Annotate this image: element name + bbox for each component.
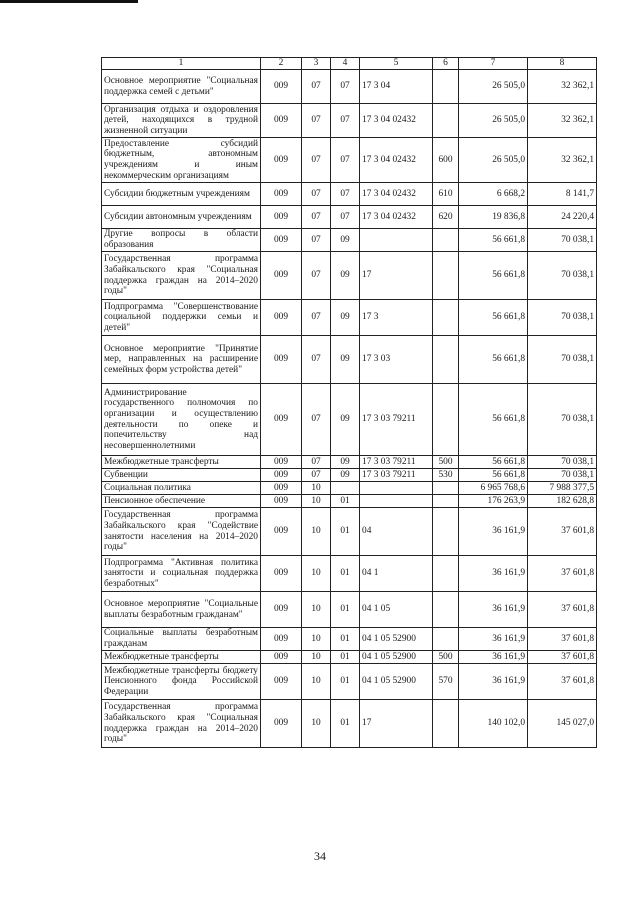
subsection-cell: 01: [331, 700, 360, 748]
section-cell: 07: [302, 229, 331, 252]
amount-year1-cell: 176 263,9: [459, 495, 528, 508]
expense-type-cell: [433, 495, 459, 508]
page-number: 34: [314, 849, 326, 863]
item-name-cell: Администрирование государственного полномочия по организации и осуществлению деятельности по опеке и попечительству над несовершеннолетними: [102, 384, 261, 456]
subsection-cell: 01: [331, 508, 360, 556]
target-article-cell: 04: [360, 508, 433, 556]
target-article-cell: 17 3 04 02432: [360, 138, 433, 183]
subsection-cell: 07: [331, 138, 360, 183]
target-article-cell: 04 1 05 52900: [360, 664, 433, 700]
amount-year2-cell: 37 601,8: [528, 508, 597, 556]
table-row: [102, 628, 597, 651]
expense-type-cell: [433, 700, 459, 748]
amount-year2-cell: 37 601,8: [528, 556, 597, 592]
expense-type-cell: [433, 556, 459, 592]
item-name-cell: Государственная программа Забайкальского края "Социальная поддержка граждан на 2014–2020 годы": [102, 252, 261, 300]
admin-code-cell: 009: [261, 384, 302, 456]
subsection-cell: 09: [331, 456, 360, 469]
subsection-cell: 01: [331, 628, 360, 651]
admin-code-cell: 009: [261, 252, 302, 300]
section-cell: 10: [302, 700, 331, 748]
admin-code-cell: 009: [261, 664, 302, 700]
target-article-cell: 17 3 03 79211: [360, 456, 433, 469]
section-cell: 07: [302, 456, 331, 469]
table-row: [102, 252, 597, 300]
admin-code-cell: 009: [261, 495, 302, 508]
amount-year2-cell: 70 038,1: [528, 252, 597, 300]
admin-code-cell: 009: [261, 336, 302, 384]
amount-year1-cell: 36 161,9: [459, 592, 528, 628]
subsection-cell: [331, 482, 360, 495]
admin-code-cell: 009: [261, 138, 302, 183]
section-cell: 07: [302, 138, 331, 183]
amount-year1-cell: 56 661,8: [459, 456, 528, 469]
expense-type-cell: [433, 508, 459, 556]
amount-year2-cell: 7 988 377,5: [528, 482, 597, 495]
section-cell: 10: [302, 628, 331, 651]
section-cell: 10: [302, 651, 331, 664]
target-article-cell: 17 3 03 79211: [360, 384, 433, 456]
table-row: [102, 300, 597, 336]
amount-year1-cell: 56 661,8: [459, 252, 528, 300]
target-article-cell: 04 1 05 52900: [360, 651, 433, 664]
expense-type-cell: 570: [433, 664, 459, 700]
table-row: [102, 592, 597, 628]
expense-type-cell: 620: [433, 206, 459, 229]
expense-type-cell: [433, 300, 459, 336]
section-cell: 07: [302, 300, 331, 336]
item-name-cell: Субвенции: [102, 469, 261, 482]
amount-year2-cell: 37 601,8: [528, 628, 597, 651]
admin-code-cell: 009: [261, 456, 302, 469]
expense-type-cell: [433, 229, 459, 252]
subsection-cell: 07: [331, 104, 360, 138]
header-cell: 1: [102, 58, 261, 70]
admin-code-cell: 009: [261, 651, 302, 664]
section-cell: 07: [302, 384, 331, 456]
admin-code-cell: 009: [261, 592, 302, 628]
expense-type-cell: 600: [433, 138, 459, 183]
amount-year2-cell: 70 038,1: [528, 384, 597, 456]
amount-year1-cell: 36 161,9: [459, 508, 528, 556]
amount-year1-cell: 56 661,8: [459, 336, 528, 384]
table-row: [102, 495, 597, 508]
target-article-cell: 17 3 04 02432: [360, 206, 433, 229]
table-row: [102, 384, 597, 456]
subsection-cell: 09: [331, 336, 360, 384]
section-cell: 07: [302, 183, 331, 206]
header-row: [102, 58, 597, 70]
table-row: [102, 336, 597, 384]
amount-year2-cell: 32 362,1: [528, 70, 597, 104]
section-cell: 07: [302, 252, 331, 300]
section-cell: 10: [302, 556, 331, 592]
header-cell: 6: [433, 58, 459, 70]
amount-year1-cell: 6 668,2: [459, 183, 528, 206]
item-name-cell: Социальная политика: [102, 482, 261, 495]
amount-year1-cell: 6 965 768,6: [459, 482, 528, 495]
table-row: [102, 651, 597, 664]
section-cell: 07: [302, 336, 331, 384]
header-cell: 2: [261, 58, 302, 70]
table-row: [102, 206, 597, 229]
amount-year1-cell: 36 161,9: [459, 628, 528, 651]
admin-code-cell: 009: [261, 70, 302, 104]
header-cell: 7: [459, 58, 528, 70]
target-article-cell: 04 1 05 52900: [360, 628, 433, 651]
subsection-cell: 09: [331, 300, 360, 336]
amount-year2-cell: 37 601,8: [528, 592, 597, 628]
subsection-cell: 07: [331, 70, 360, 104]
section-cell: 07: [302, 70, 331, 104]
subsection-cell: 07: [331, 206, 360, 229]
target-article-cell: 17 3: [360, 300, 433, 336]
subsection-cell: 09: [331, 384, 360, 456]
table-row: [102, 104, 597, 138]
section-cell: 07: [302, 469, 331, 482]
table-row: [102, 456, 597, 469]
item-name-cell: Социальные выплаты безработным гражданам: [102, 628, 261, 651]
admin-code-cell: 009: [261, 183, 302, 206]
item-name-cell: Подпрограмма "Активная политика занятости и социальная поддержка безработных": [102, 556, 261, 592]
target-article-cell: 04 1 05: [360, 592, 433, 628]
amount-year2-cell: 145 027,0: [528, 700, 597, 748]
admin-code-cell: 009: [261, 482, 302, 495]
section-cell: 10: [302, 508, 331, 556]
section-cell: 10: [302, 664, 331, 700]
item-name-cell: Субсидии автономным учреждениям: [102, 206, 261, 229]
section-cell: 10: [302, 592, 331, 628]
target-article-cell: 17 3 04: [360, 70, 433, 104]
target-article-cell: 04 1: [360, 556, 433, 592]
table-row: [102, 556, 597, 592]
expense-type-cell: [433, 628, 459, 651]
target-article-cell: 17 3 04 02432: [360, 104, 433, 138]
expense-type-cell: [433, 336, 459, 384]
expense-type-cell: 530: [433, 469, 459, 482]
amount-year1-cell: 56 661,8: [459, 384, 528, 456]
item-name-cell: Государственная программа Забайкальского края "Содействие занятости населения на 2014–2020 годы": [102, 508, 261, 556]
admin-code-cell: 009: [261, 206, 302, 229]
admin-code-cell: 009: [261, 508, 302, 556]
item-name-cell: Государственная программа Забайкальского края "Социальная поддержка граждан на 2014–2020 годы": [102, 700, 261, 748]
amount-year1-cell: 26 505,0: [459, 138, 528, 183]
item-name-cell: Предоставление субсидий бюджетным, автономным учреждениям и иным некоммерческим организациям: [102, 138, 261, 183]
item-name-cell: Субсидии бюджетным учреждениям: [102, 183, 261, 206]
item-name-cell: Межбюджетные трансферты бюджету Пенсионного фонда Российской Федерации: [102, 664, 261, 700]
amount-year2-cell: 8 141,7: [528, 183, 597, 206]
header-cell: 4: [331, 58, 360, 70]
expense-type-cell: [433, 70, 459, 104]
expense-type-cell: [433, 592, 459, 628]
item-name-cell: Основное мероприятие "Принятие мер, направленных на расширение семейных форм устройства детей": [102, 336, 261, 384]
admin-code-cell: 009: [261, 556, 302, 592]
table-row: [102, 70, 597, 104]
table-row: [102, 700, 597, 748]
target-article-cell: [360, 495, 433, 508]
corner-mark: [0, 0, 138, 3]
section-cell: 07: [302, 206, 331, 229]
admin-code-cell: 009: [261, 104, 302, 138]
amount-year1-cell: 140 102,0: [459, 700, 528, 748]
amount-year1-cell: 36 161,9: [459, 651, 528, 664]
amount-year2-cell: 182 628,8: [528, 495, 597, 508]
expense-type-cell: [433, 482, 459, 495]
table-row: [102, 508, 597, 556]
amount-year2-cell: 70 038,1: [528, 469, 597, 482]
expense-type-cell: 500: [433, 651, 459, 664]
expense-type-cell: [433, 384, 459, 456]
amount-year1-cell: 19 836,8: [459, 206, 528, 229]
target-article-cell: 17 3 03: [360, 336, 433, 384]
admin-code-cell: 009: [261, 700, 302, 748]
subsection-cell: 01: [331, 664, 360, 700]
table-body: [102, 70, 597, 748]
expense-type-cell: [433, 252, 459, 300]
target-article-cell: 17 3 04 02432: [360, 183, 433, 206]
item-name-cell: Основное мероприятие "Социальные выплаты безработным гражданам": [102, 592, 261, 628]
table-row: [102, 664, 597, 700]
item-name-cell: Межбюджетные трансферты: [102, 651, 261, 664]
subsection-cell: 09: [331, 229, 360, 252]
header-cell: 5: [360, 58, 433, 70]
table-row: [102, 138, 597, 183]
admin-code-cell: 009: [261, 628, 302, 651]
amount-year2-cell: 24 220,4: [528, 206, 597, 229]
admin-code-cell: 009: [261, 229, 302, 252]
subsection-cell: 01: [331, 556, 360, 592]
amount-year1-cell: 26 505,0: [459, 104, 528, 138]
subsection-cell: 07: [331, 183, 360, 206]
target-article-cell: [360, 482, 433, 495]
target-article-cell: 17 3 03 79211: [360, 469, 433, 482]
item-name-cell: Межбюджетные трансферты: [102, 456, 261, 469]
amount-year2-cell: 70 038,1: [528, 456, 597, 469]
subsection-cell: 01: [331, 592, 360, 628]
amount-year2-cell: 70 038,1: [528, 336, 597, 384]
item-name-cell: Другие вопросы в области образования: [102, 229, 261, 252]
amount-year2-cell: 37 601,8: [528, 651, 597, 664]
amount-year1-cell: 26 505,0: [459, 70, 528, 104]
item-name-cell: Пенсионное обеспечение: [102, 495, 261, 508]
admin-code-cell: 009: [261, 300, 302, 336]
item-name-cell: Подпрограмма "Совершенствование социальной поддержки семьи и детей": [102, 300, 261, 336]
section-cell: 10: [302, 495, 331, 508]
expense-type-cell: [433, 104, 459, 138]
expense-type-cell: 610: [433, 183, 459, 206]
table-row: [102, 482, 597, 495]
subsection-cell: 09: [331, 252, 360, 300]
table-row: [102, 229, 597, 252]
table-row: [102, 469, 597, 482]
expense-type-cell: 500: [433, 456, 459, 469]
subsection-cell: 01: [331, 495, 360, 508]
admin-code-cell: 009: [261, 469, 302, 482]
table-row: [102, 183, 597, 206]
amount-year2-cell: 70 038,1: [528, 300, 597, 336]
target-article-cell: [360, 229, 433, 252]
budget-table: [101, 57, 597, 748]
amount-year1-cell: 56 661,8: [459, 229, 528, 252]
header-cell: 3: [302, 58, 331, 70]
section-cell: 07: [302, 104, 331, 138]
amount-year2-cell: 32 362,1: [528, 104, 597, 138]
amount-year2-cell: 37 601,8: [528, 664, 597, 700]
amount-year1-cell: 36 161,9: [459, 556, 528, 592]
header-cell: 8: [528, 58, 597, 70]
item-name-cell: Организация отдыха и оздоровления детей, находящихся в трудной жизненной ситуации: [102, 104, 261, 138]
amount-year1-cell: 56 661,8: [459, 300, 528, 336]
amount-year1-cell: 56 661,8: [459, 469, 528, 482]
amount-year1-cell: 36 161,9: [459, 664, 528, 700]
item-name-cell: Основное мероприятие "Социальная поддержка семей с детьми": [102, 70, 261, 104]
amount-year2-cell: 32 362,1: [528, 138, 597, 183]
target-article-cell: 17: [360, 252, 433, 300]
subsection-cell: 01: [331, 651, 360, 664]
target-article-cell: 17: [360, 700, 433, 748]
section-cell: 10: [302, 482, 331, 495]
subsection-cell: 09: [331, 469, 360, 482]
amount-year2-cell: 70 038,1: [528, 229, 597, 252]
